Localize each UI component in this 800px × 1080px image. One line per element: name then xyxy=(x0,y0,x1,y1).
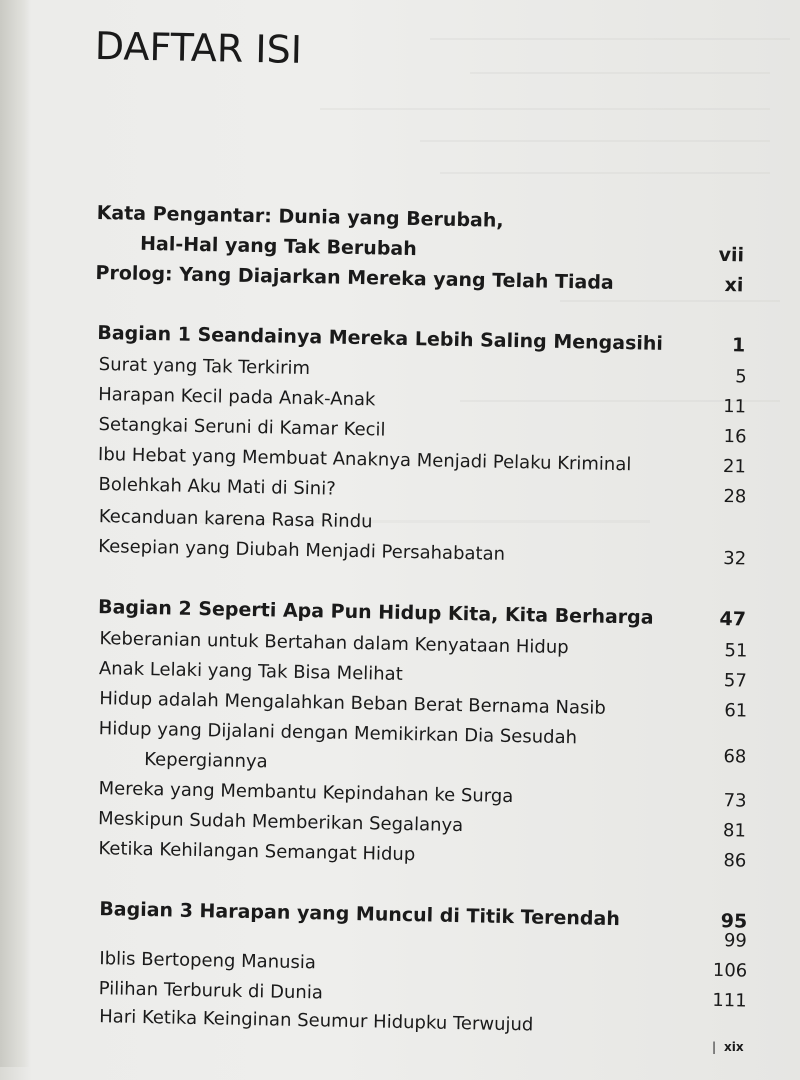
toc-entry-part2: Bagian 2 Seperti Apa Pun Hidup Kita, Kita Berharga 47 xyxy=(97,596,747,631)
toc-entry: Iblis Bertopeng Manusia 106 xyxy=(99,948,748,982)
toc-entry: Harapan Kecil pada Anak-Anak 11 xyxy=(97,384,747,418)
toc-entry: Surat yang Tak Terkirim 5 xyxy=(98,354,747,388)
toc-entry: Ibu Hebat yang Membuat Anaknya Menjadi Pelaku Kriminal 21 xyxy=(97,444,747,478)
toc-entry: Pilihan Terburuk di Dunia 111 xyxy=(98,978,747,1012)
toc-entry: Hidup adalah Mengalahkan Beban Berat Bernama Nasib 61 xyxy=(99,688,748,722)
toc-entry: Kesepian yang Diubah Menjadi Persahabatan 32 xyxy=(98,536,747,570)
toc-entry-prologue: Prolog: Yang Diajarkan Mereka yang Telah Tiada xi xyxy=(95,261,744,297)
toc-entry: Meskipun Sudah Memberikan Segalanya 81 xyxy=(97,808,747,842)
toc-entry-continued: Kepergiannya 68 xyxy=(143,746,747,773)
page-folio xyxy=(712,1040,744,1054)
toc-entry: Mereka yang Membantu Kepindahan ke Surga 73 xyxy=(98,778,747,812)
folio-number: xix xyxy=(724,1040,744,1054)
toc-entry-part3: Bagian 3 Harapan yang Muncul di Titik Terendah 95 xyxy=(99,898,748,933)
toc-entry: Kecanduan karena Rasa Rindu xyxy=(98,506,373,533)
toc-entry: Setangkai Seruni di Kamar Kecil 16 xyxy=(98,414,747,448)
toc-page-number: 99 xyxy=(723,930,748,952)
page-title: DAFTAR ISI xyxy=(94,23,303,72)
folio-divider: | xyxy=(712,1040,717,1054)
toc-entry-part1: Bagian 1 Seandainya Mereka Lebih Saling Mengasihi 1 xyxy=(97,322,746,357)
toc-entry: Ketika Kehilangan Semangat Hidup 86 xyxy=(98,838,747,872)
toc-entry: Hidup yang Dijalani dengan Memikirkan Dia Sesudah xyxy=(98,718,578,749)
toc-entry: Bolehkah Aku Mati di Sini? 28 xyxy=(98,474,747,508)
toc-entry: Anak Lelaki yang Tak Bisa Melihat 57 xyxy=(98,658,748,692)
toc-entry-foreword-line1: Kata Pengantar: Dunia yang Berubah, xyxy=(96,201,504,232)
toc-entry: Keberanian untuk Bertahan dalam Kenyataan Hidup 51 xyxy=(99,628,748,662)
toc-entry-foreword-line2: Hal-Hal yang Tak Berubah vii xyxy=(139,232,745,267)
toc-entry: Hari Ketika Keinginan Seumur Hidupku Terwujud xyxy=(99,1006,534,1036)
